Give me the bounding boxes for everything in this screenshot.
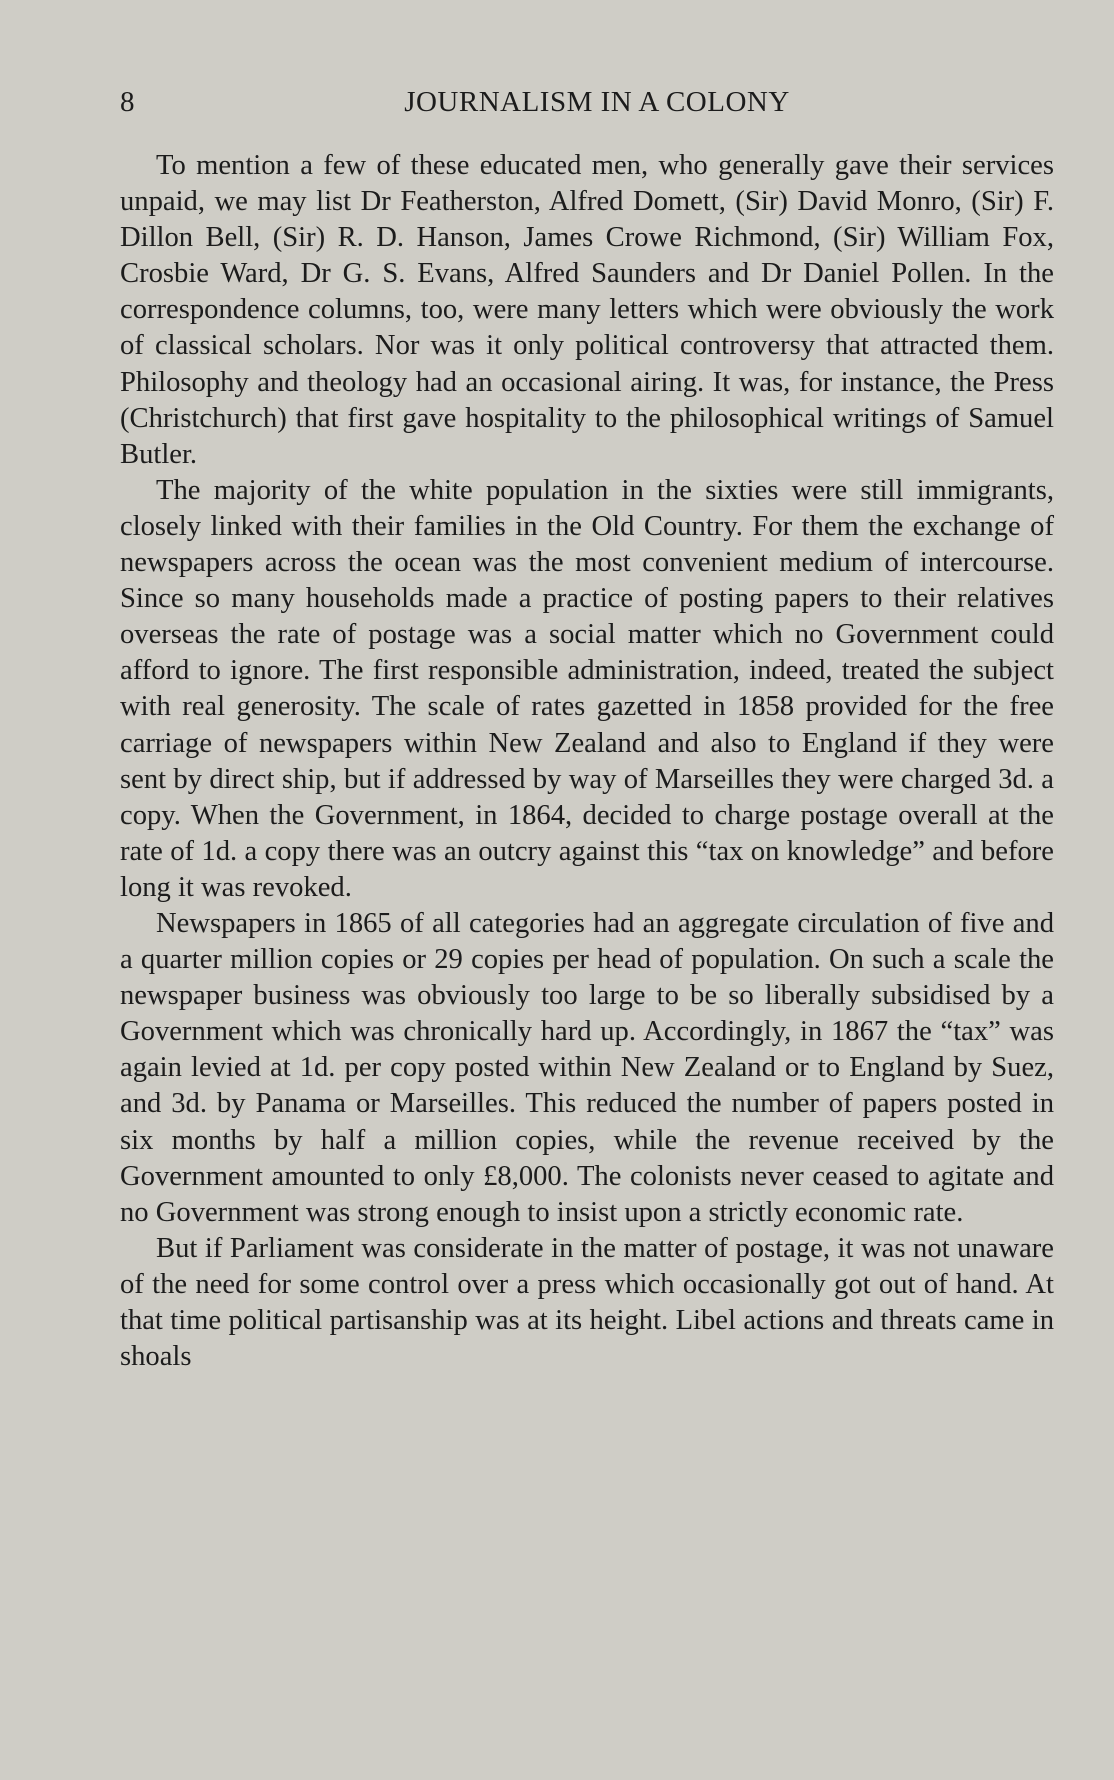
page-number: 8 [120, 86, 135, 118]
paragraph: The majority of the white population in the sixties were still immigrants, closely linked with their families in the Old Country. For them the exchange of newspapers across the ocean was the most convenient medium of intercourse. Since so many households made a practice of posting papers to their relatives overseas the rate of postage was a social matter which no Government could afford to ignore. The first responsible administration, indeed, treated the subject with real generosity. The scale of rates gazetted in 1858 provided for the free carriage of newspapers within New Zealand and also to England if they were sent by direct ship, but if addressed by way of Marseilles they were charged 3d. a copy. When the Government, in 1864, decided to charge postage overall at the rate of 1d. a copy there was an outcry against this “tax on knowledge” and before long it was revoked. [120, 474, 1054, 903]
running-head [120, 84, 1054, 120]
paragraph: Newspapers in 1865 of all categories had an aggregate circulation of five and a quarter million copies or 29 copies per head of population. On such a scale the newspaper business was obviously too large to be so liberally subsidised by a Government which was chronically hard up. Accordingly, in 1867 the “tax” was again levied at 1d. per copy posted within New Zealand or to England by Suez, and 3d. by Panama or Marseilles. This reduced the number of papers posted in six months by half a million copies, while the revenue received by the Government amounted to only £8,000. The colonists never ceased to agitate and no Government was strong enough to insist upon a strictly economic rate. [120, 907, 1054, 1228]
paragraph: To mention a few of these educated men, who generally gave their services unpaid, we may list Dr Featherston, Alfred Domett, (Sir) David Monro, (Sir) F. Dillon Bell, (Sir) R. D. Hanson, James Crowe Richmond, (Sir) William Fox, Crosbie Ward, Dr G. S. Evans, Alfred Saunders and Dr Daniel Pollen. In the correspondence columns, too, were many letters which were obviously the work of classical scholars. Nor was it only political controversy that attracted them. Philosophy and theology had an occasional airing. It was, for instance, the Press (Christchurch) that first gave hospitality to the philosophical writings of Samuel Butler. [120, 150, 1054, 470]
paragraph: But if Parliament was considerate in the matter of postage, it was not unaware of the need for some control over a press which occasionally got out of hand. At that time political partisanship was at its height. Libel actions and threats came in shoals [120, 1232, 1054, 1373]
body-text [120, 148, 1054, 1375]
running-title: JOURNALISM IN A COLONY [404, 86, 790, 118]
